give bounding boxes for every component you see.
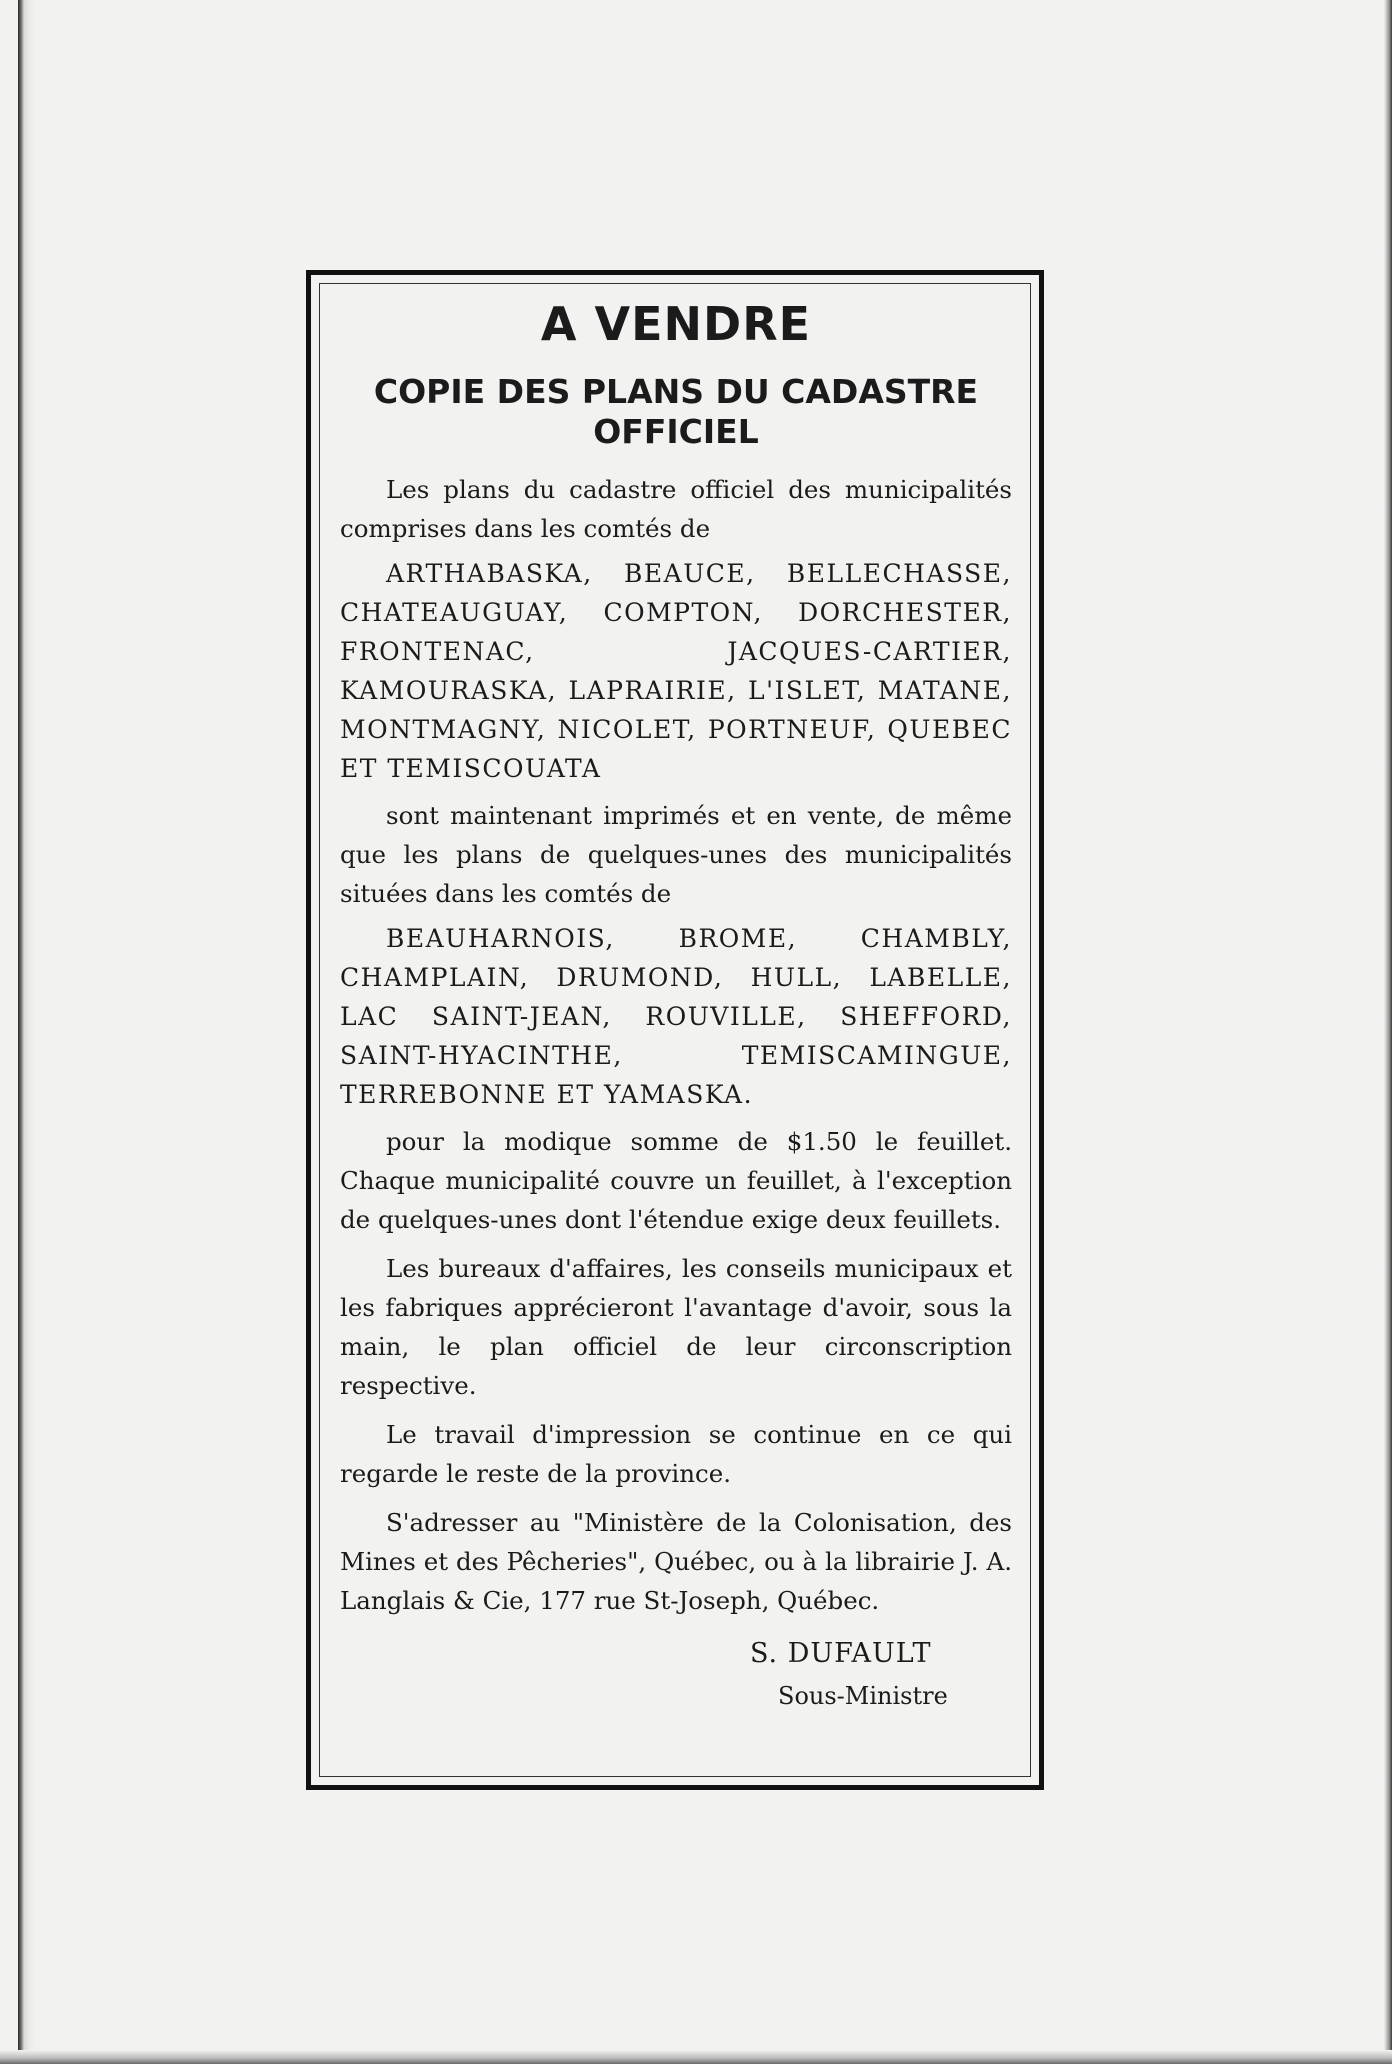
notice-title: A VENDRE — [540, 297, 812, 351]
page-bottom-edge — [0, 2050, 1392, 2064]
signature-title: Sous-Ministre — [778, 1682, 948, 1710]
page-right-edge — [1384, 0, 1392, 2064]
partial-counties-list: BEAUHARNOIS, BROME, CHAMBLY, CHAMPLAIN, DRUMOND, HULL, LABELLE, LAC SAINT-JEAN, ROUVILLE, SHEFFORD, SAINT-HYACINTHE, TEMISCAMINGUE, TERREBONNE ET YAMASKA. — [340, 924, 1012, 1109]
middle-paragraph: sont maintenant imprimés et en vente, de même que les plans de quelques-unes des municipalités situées dans les comtés de — [340, 801, 1012, 908]
intro-paragraph: Les plans du cadastre officiel des municipalités comprises dans les comtés de — [340, 475, 1012, 543]
printed-counties-list: ARTHABASKA, BEAUCE, BELLECHASSE, CHATEAUGUAY, COMPTON, DORCHESTER, FRONTENAC, JACQUES-CARTIER, KAMOURASKA, LAPRAIRIE, L'ISLET, MATANE, MONTMAGNY, NICOLET, PORTNEUF, QUEBEC ET TEMISCOUATA — [340, 559, 1012, 783]
notice-content — [340, 296, 1012, 1714]
offices-paragraph: Les bureaux d'affaires, les conseils municipaux et les fabriques apprécieront l'avantage d'avoir, sous la main, le plan officiel de leur circonscription respective. — [340, 1254, 1012, 1400]
page-spine-shadow — [18, 0, 36, 2064]
price-paragraph: pour la modique somme de $1.50 le feuillet. Chaque municipalité couvre un feuillet, à l'exception de quelques-unes dont l'étendue exige deux feuillets. — [340, 1127, 1012, 1234]
address-paragraph: S'adresser au "Ministère de la Colonisation, des Mines et des Pêcheries", Québec, ou à la librairie J. A. Langlais & Cie, 177 rue St-Joseph, Québec. — [340, 1508, 1012, 1615]
notice-subtitle: COPIE DES PLANS DU CADASTRE OFFICIEL — [373, 372, 979, 451]
signature-name: S. DUFAULT — [750, 1638, 932, 1669]
printing-paragraph: Le travail d'impression se continue en ce qui regarde le reste de la province. — [340, 1420, 1012, 1488]
